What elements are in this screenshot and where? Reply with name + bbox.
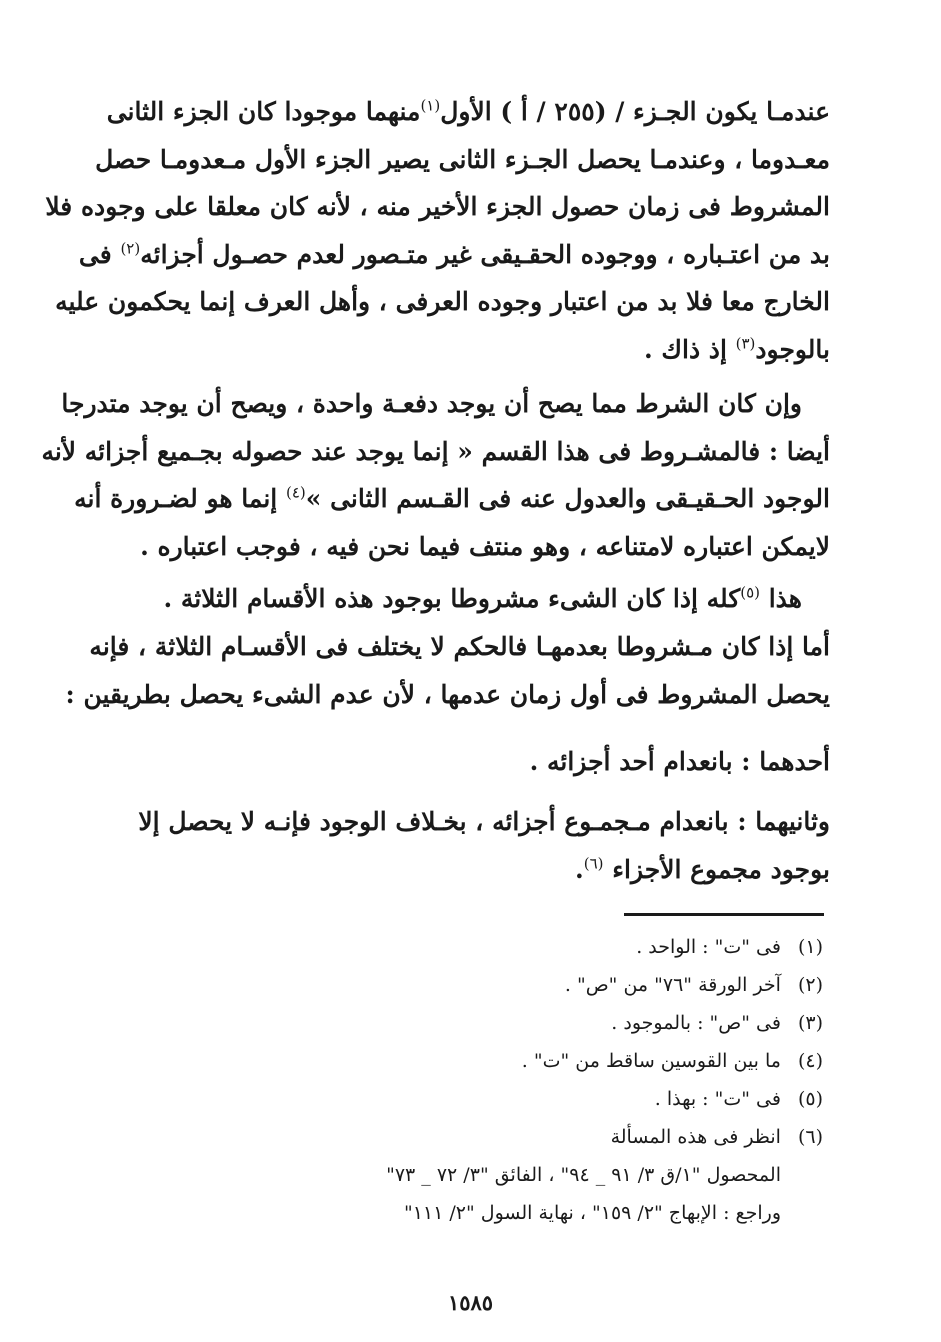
footnote-item [123, 1004, 823, 1042]
page-number: ١٥٨٥ [447, 1290, 494, 1315]
text-line: معـدوما ، وعندمـا يحصل الجـزء الثانى يصير الجزء الأول مـعدومـا حصل [95, 144, 830, 174]
text-line: لايمكن اعتباره لامتناعه ، وهو منتف فيما نحن فيه ، فوجب اعتباره . [140, 531, 830, 561]
paragraph-2 [41, 380, 830, 570]
footnote-text: فى "ت" : الواحد . [636, 936, 781, 958]
footnote-item [123, 1118, 823, 1156]
text-line: الوجود الحـقيـقى والعدول عنه فى القـسم الثانى »$^{(٤)}$ إنما هو لضـرورة أنه [74, 483, 830, 513]
footnote-reference: وراجع : الإبهاج "٢/ ١٥٩" ، نهاية السول "٢/ ١١١" [403, 1202, 781, 1224]
footnote-text: ما بين القوسين ساقط من "ت" . [521, 1050, 781, 1072]
text-line: بالوجود$^{(٣)}$ إذ ذاك . [644, 334, 830, 364]
footnote-number: (١) [797, 936, 823, 958]
footnote-text: آخر الورقة "٧٦" من "ص" . [564, 974, 781, 996]
footnote-text: فى "ص" : بالموجود . [611, 1012, 781, 1034]
item-label: وثانيهما : [737, 807, 830, 836]
footnote-number: (٦) [797, 1126, 823, 1148]
footnote-separator [624, 913, 824, 916]
text-line: هذا $^{(٥)}$كله إذا كان الشىء مشروطا بوجود هذه الأقسام الثلاثة . [163, 583, 802, 613]
footnote-marker-4[interactable]: (٤) [285, 483, 306, 502]
footnote-number: (٢) [797, 974, 823, 996]
text-line: الخارج معا فلا بد من اعتبار وجوده العرفى ، وأهل العرف إنما يحكمون عليه [55, 287, 830, 316]
paragraph-1 [45, 88, 830, 373]
text-line: يحصل المشروط فى أول زمان عدمها ، لأن عدم الشىء يحصل بطريقين : [65, 679, 830, 709]
text-line: بوجود مجموع الأجزاء $^{(٦)}$. [575, 854, 830, 884]
footnotes [123, 928, 823, 1232]
footnote-reference: المحصول "١/ق ٣/ ٩١ _ ٩٤" ، الفائق "٣/ ٧٢ _ ٧٣" [386, 1164, 781, 1186]
paragraph-3 [110, 575, 830, 623]
footnote-number: (٥) [797, 1088, 823, 1110]
footnote-number: (٣) [797, 1012, 823, 1034]
footnote-marker-2[interactable]: (٢) [120, 239, 141, 258]
footnote-text: انظر فى هذه المسألة [610, 1126, 781, 1148]
footnote-number: (٤) [797, 1050, 823, 1072]
footnote-text: فى "ت" : بهذا . [654, 1088, 781, 1110]
footnote-item [123, 966, 823, 1004]
text-line: عندمـا يكون الجـزء / (٢٥٥ / أ ) الأول$^{(١)}$منهما موجودا كان الجزء الثانى [106, 96, 830, 126]
text-line: وثانيهما : بانعدام مـجمـوع أجزائه ، بخـلاف الوجود فإنـه لا يحصل إلا [138, 807, 830, 836]
paragraph-6 [110, 798, 830, 893]
footnote-marker-1[interactable]: (١) [420, 96, 441, 115]
text-line: بد من اعتـباره ، ووجوده الحقـيقى غير متـصور لعدم حصـول أجزائه$^{(٢)}$ فى [78, 239, 830, 269]
footnote-marker-6[interactable]: (٦) [583, 854, 604, 873]
footnote-item [123, 928, 823, 966]
text-line: أحدهما : بانعدام أحد أجزائه . [529, 747, 830, 776]
text-line: وإن كان الشرط مما يصح أن يوجد دفعـة واحدة ، ويصح أن يوجد متدرجا [61, 389, 802, 418]
footnote-item [123, 1042, 823, 1080]
text-line: أيضا : فالمشـروط فى هذا القسم « إنما يوجد عند حصوله بجـميع أجزائه لأنه [41, 436, 830, 466]
text-line: أما إذا كان مـشروطا بعدمهـا فالحكم لا يختلف فى الأقسـام الثلاثة ، فإنه [89, 632, 830, 661]
paragraph-4 [65, 623, 830, 718]
footnote-marker-3[interactable]: (٣) [735, 334, 756, 353]
paragraph-5 [110, 738, 830, 786]
footnote-item [123, 1080, 823, 1118]
text-line: المشروط فى زمان حصول الجزء الأخير منه ، لأنه كان معلقا على وجوده فلا [45, 192, 830, 221]
footnote-marker-5[interactable]: (٥) [740, 583, 761, 602]
item-label: أحدهما : [741, 747, 830, 776]
